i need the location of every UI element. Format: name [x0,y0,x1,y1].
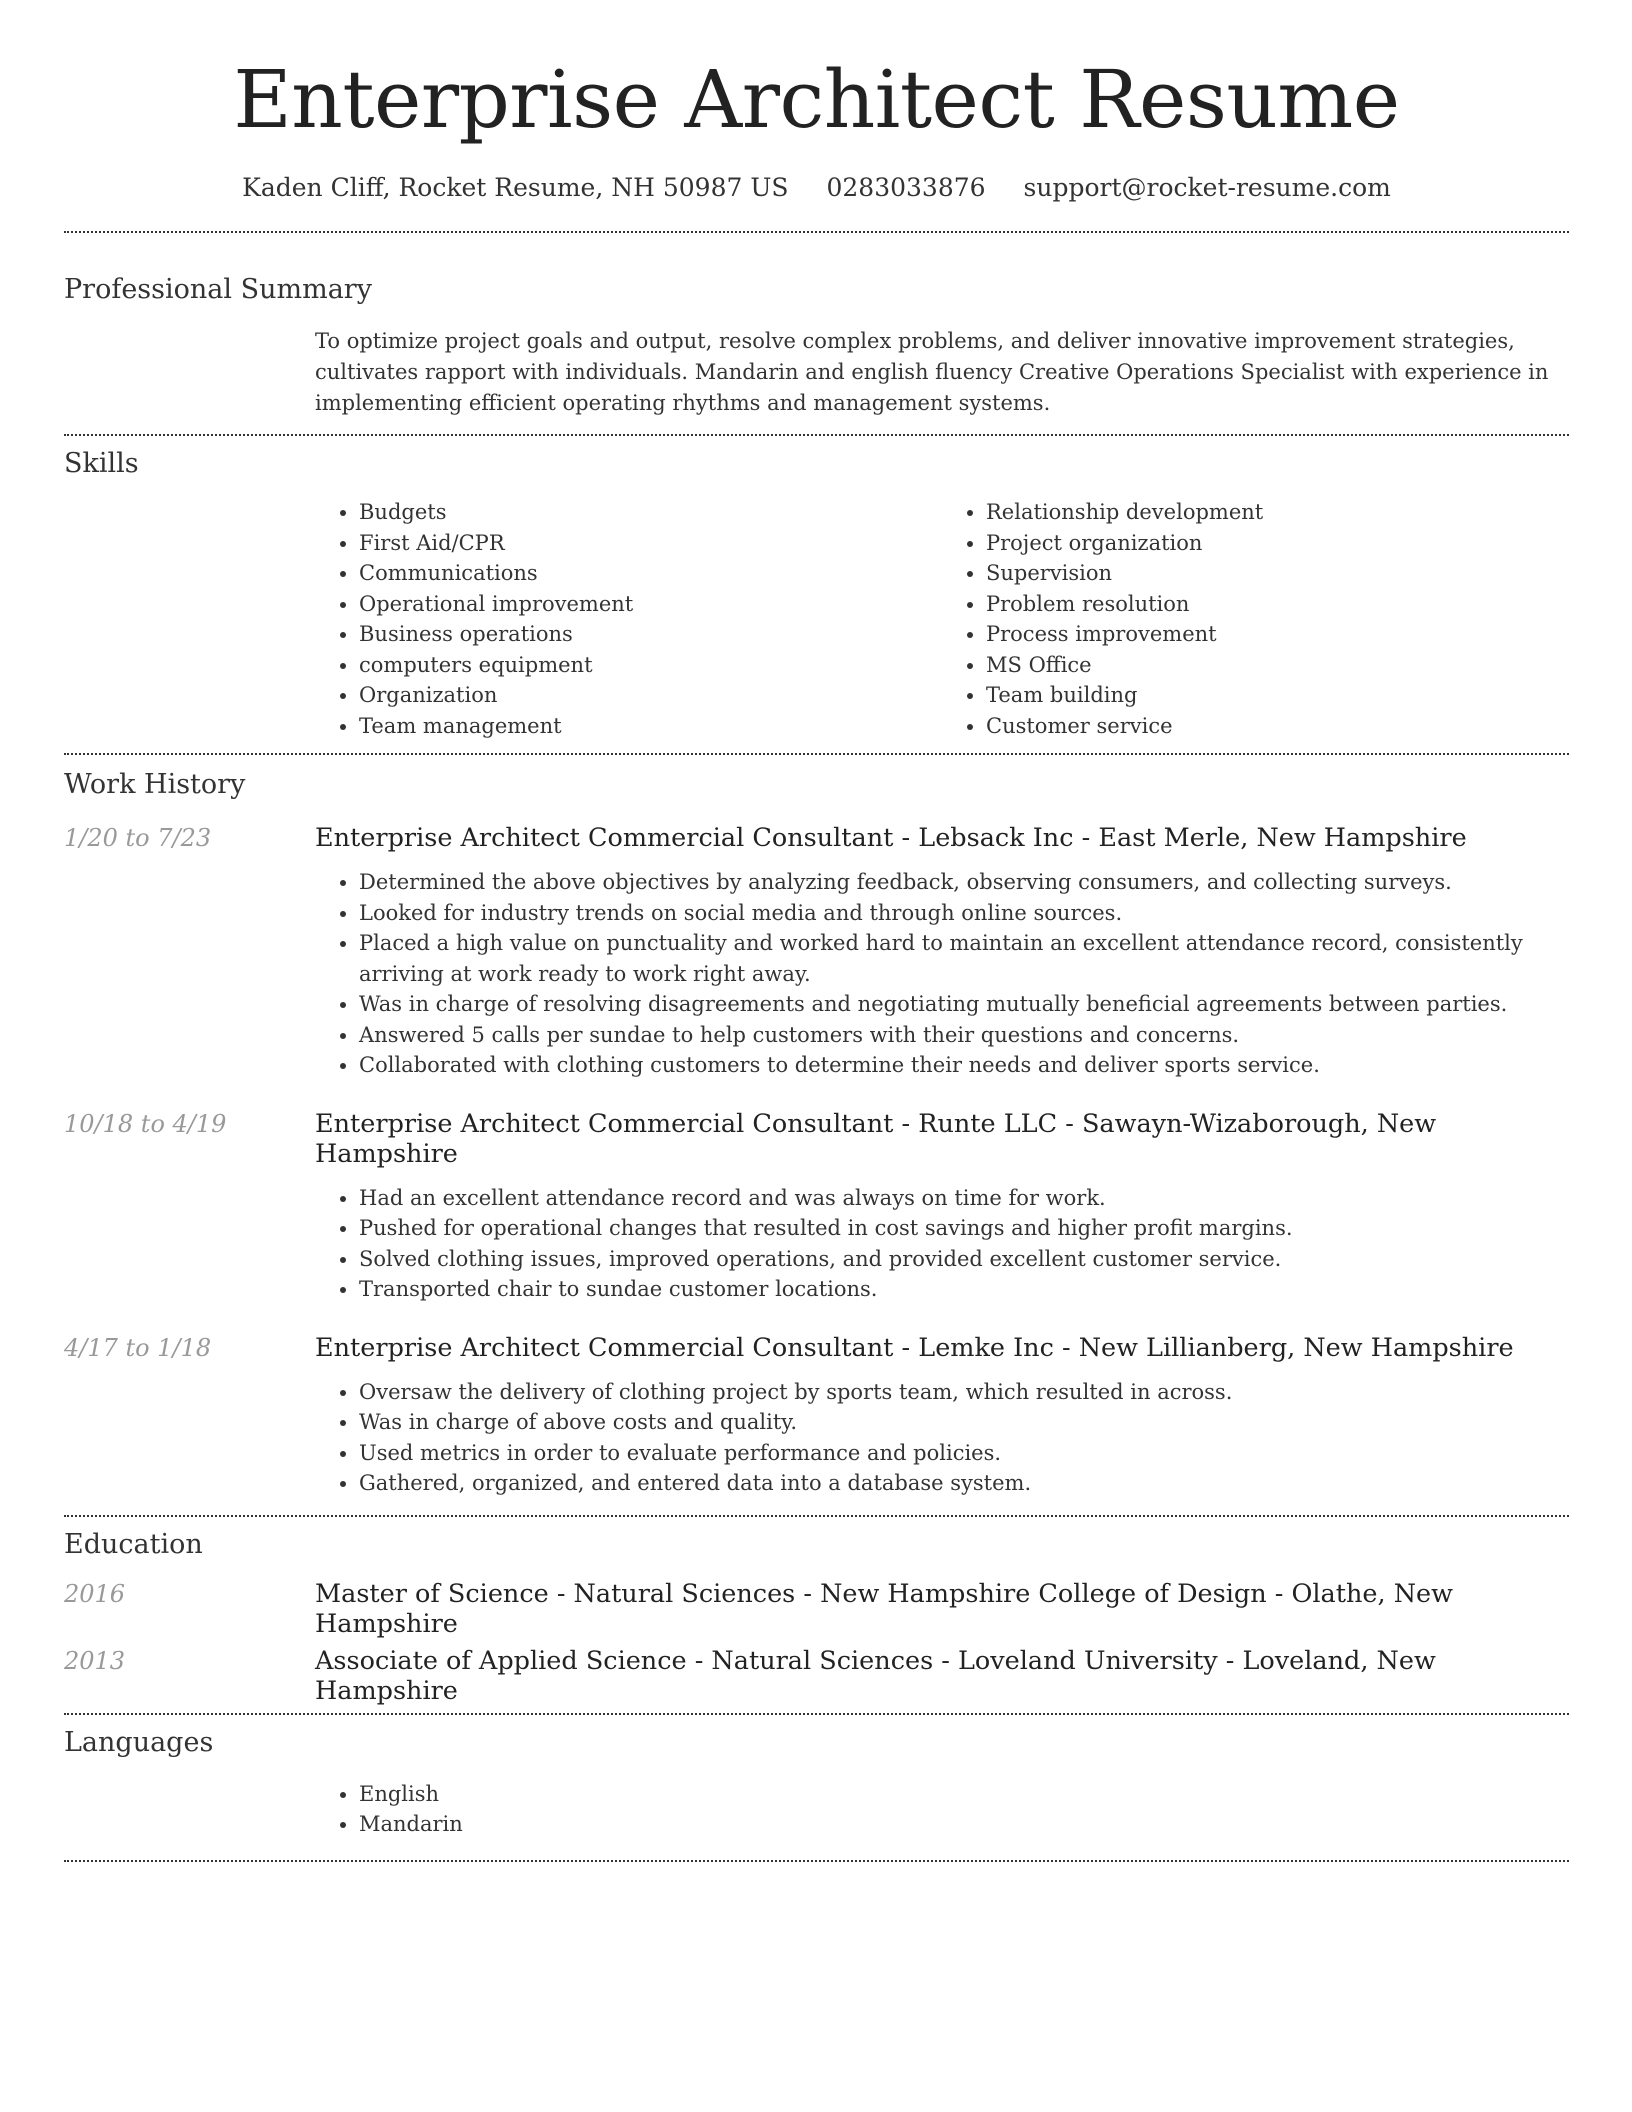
job-header [64,823,1569,853]
skill-item: • Customer service [986,711,1569,742]
skills-heading: Skills [64,448,139,479]
job-details [315,867,1569,1081]
skill-item: • Budgets [359,497,942,528]
job-bullet: • Transported chair to sundae customer locations. [359,1274,1569,1305]
job-dates: 1/20 to 7/23 [64,824,212,852]
languages-list [315,1779,1569,1840]
summary-text: To optimize project goals and output, resolve complex problems, and deliver innovative improvement strategies, cultivates rapport with individuals. Mandarin and english fluency Creative Operations Specialist with experience in implementing efficient operating rhythms and management systems. [315,329,1549,415]
contact-line [64,170,1569,206]
summary-heading: Professional Summary [64,274,372,305]
work-heading: Work History [64,769,246,800]
job-bullet: • Looked for industry trends on social media and through online sources. [359,898,1569,929]
job-bullet: • Gathered, organized, and entered data into a database system. [359,1468,1569,1499]
job-details [315,1183,1569,1305]
job-bullet: • Was in charge of above costs and quality. [359,1407,1569,1438]
divider [64,753,1569,755]
skill-item: • Project organization [986,528,1569,559]
language-item: • English [359,1779,1569,1810]
skill-item: • Business operations [359,619,942,650]
job-details [315,1377,1569,1499]
resume-page [64,0,1569,1862]
education-heading: Education [64,1528,203,1560]
resume-title: Enterprise Architect Resume [233,53,1400,146]
skill-item: • Communications [359,558,942,589]
education-degree: Master of Science - Natural Sciences - New Hampshire College of Design - Olathe, New Hampshire [315,1578,1453,1639]
contact-email: support@rocket-resume.com [1023,173,1391,202]
divider [64,1860,1569,1862]
skill-item: • Relationship development [986,497,1569,528]
job-bullet: • Placed a high value on punctuality and worked hard to maintain an excellent attendance record, consistently arriving at work ready to work right away. [359,928,1569,989]
job-bullet: • Used metrics in order to evaluate performance and policies. [359,1438,1569,1469]
job-dates: 10/18 to 4/19 [64,1109,227,1138]
divider [64,1713,1569,1715]
languages-heading: Languages [64,1726,214,1758]
contact-address: Kaden Cliff, Rocket Resume, NH 50987 US [242,173,789,202]
job-bullet: • Solved clothing issues, improved operations, and provided excellent customer service. [359,1244,1569,1275]
job-dates: 4/17 to 1/18 [64,1333,212,1362]
skill-item: • Team building [986,680,1569,711]
divider [64,434,1569,436]
job-bullet: • Pushed for operational changes that resulted in cost savings and higher profit margins. [359,1213,1569,1244]
job-header [64,1333,1569,1363]
education-year: 2016 [64,1579,126,1608]
language-item: • Mandarin [359,1809,1569,1840]
skills-column-left [315,497,942,741]
education-degree: Associate of Applied Science - Natural Sciences - Loveland University - Loveland, New Hampshire [315,1645,1436,1706]
job-bullet: • Had an excellent attendance record and was always on time for work. [359,1183,1569,1214]
education-entry [64,1579,1569,1646]
job-bullet: • Was in charge of resolving disagreements and negotiating mutually beneficial agreements between parties. [359,989,1569,1020]
skill-item: • Team management [359,711,942,742]
skills-list [315,497,1569,741]
job-title: Enterprise Architect Commercial Consultant - Runte LLC - Sawayn-Wizaborough, New Hampshire [315,1108,1437,1169]
job-title: Enterprise Architect Commercial Consultant - Lebsack Inc - East Merle, New Hampshire [315,823,1467,853]
job-bullet: • Determined the above objectives by analyzing feedback, observing consumers, and collecting surveys. [359,867,1569,898]
job-bullet: • Oversaw the delivery of clothing project by sports team, which resulted in across. [359,1377,1569,1408]
skill-item: • Supervision [986,558,1569,589]
job-bullet: • Collaborated with clothing customers to determine their needs and deliver sports service. [359,1050,1569,1081]
skill-item: • Operational improvement [359,589,942,620]
divider [64,1515,1569,1517]
skill-item: • computers equipment [359,650,942,681]
divider [64,231,1569,233]
skill-item: • MS Office [986,650,1569,681]
education-year: 2013 [64,1646,126,1675]
skill-item: • Process improvement [986,619,1569,650]
job-header [64,1109,1569,1169]
contact-phone: 0283033876 [826,173,986,202]
skill-item: • Organization [359,680,942,711]
skill-item: • First Aid/CPR [359,528,942,559]
skill-item: • Problem resolution [986,589,1569,620]
skills-column-right [942,497,1569,741]
education-entry [64,1646,1569,1713]
job-title: Enterprise Architect Commercial Consultant - Lemke Inc - New Lillianberg, New Hampshire [315,1332,1514,1363]
job-bullet: • Answered 5 calls per sundae to help customers with their questions and concerns. [359,1020,1569,1051]
